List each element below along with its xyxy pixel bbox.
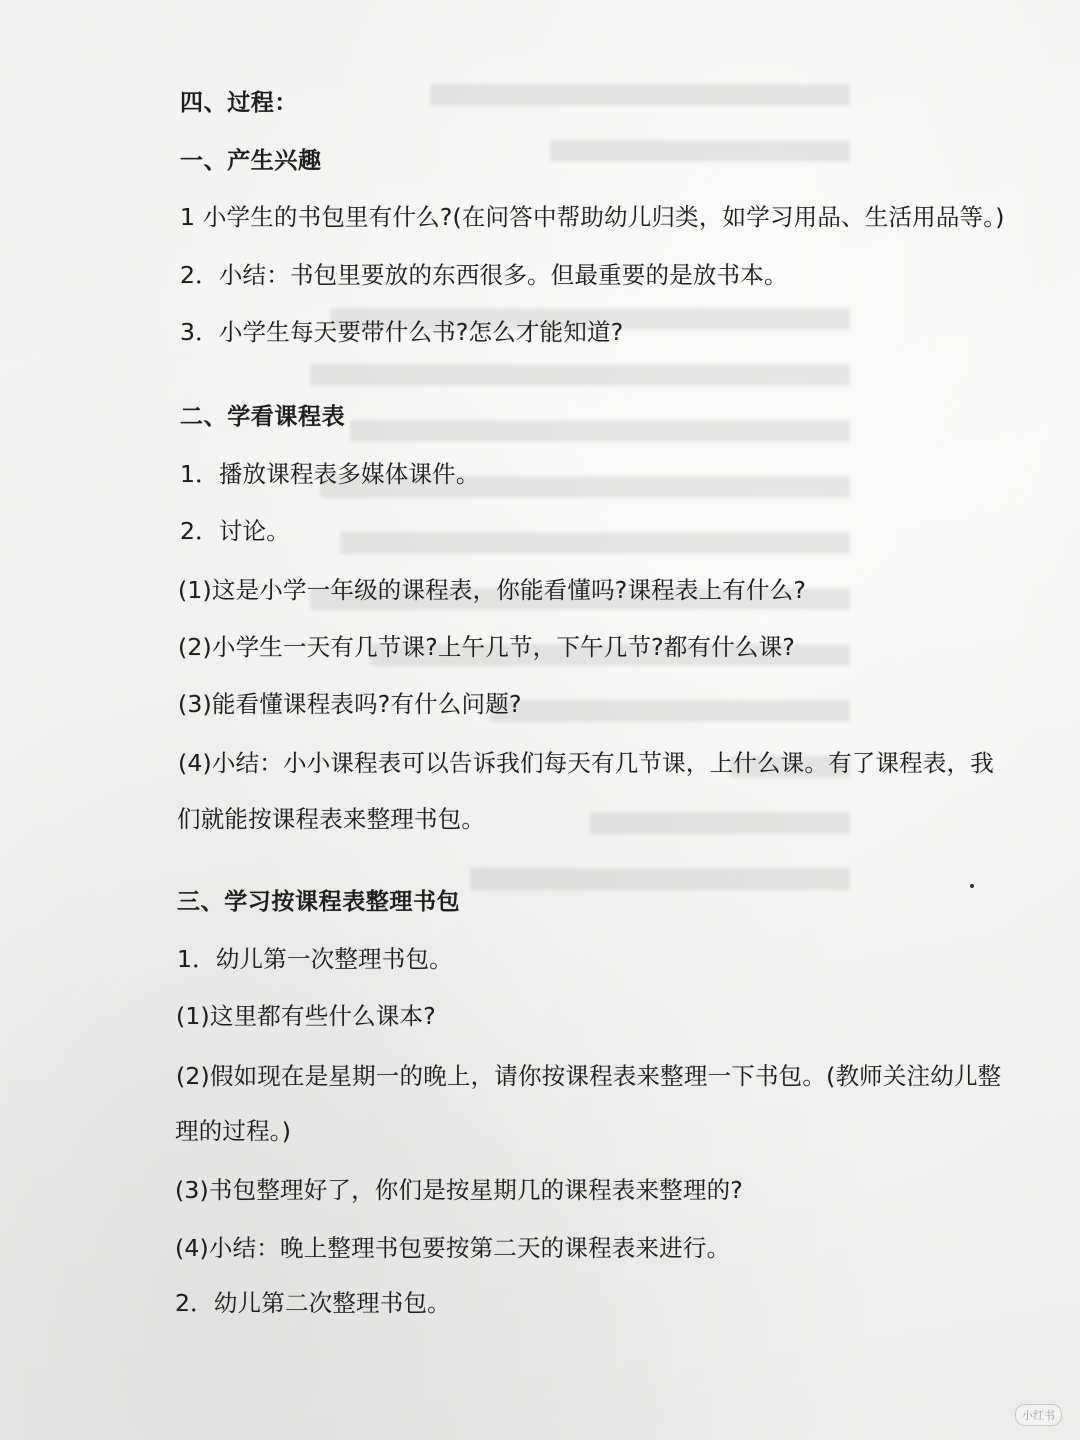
part1-item: 2．小结：书包里要放的东西很多。但最重要的是放书本。 — [180, 261, 788, 289]
part2-item: (1)这是小学一年级的课程表，你能看懂吗?课程表上有什么? — [178, 576, 807, 604]
part2-item: 们就能按课程表来整理书包。 — [177, 805, 486, 833]
part3-item: 1．幼儿第一次整理书包。 — [177, 945, 453, 973]
part3-heading: 三、学习按课程表整理书包 — [177, 889, 461, 915]
part3-item: 理的过程。) — [175, 1117, 292, 1145]
part3-item: (2)假如现在是星期一的晚上，请你按课程表来整理一下书包。(教师关注幼儿整 — [176, 1062, 1002, 1090]
ink-dot — [970, 884, 974, 888]
part2-item: (4)小结：小小课程表可以告诉我们每天有几节课，上什么课。有了课程表，我 — [178, 749, 994, 777]
watermark: 小红书 — [1015, 1404, 1062, 1426]
part1-item: 3．小学生每天要带什么书?怎么才能知道? — [180, 318, 624, 346]
part2-item: 1．播放课程表多媒体课件。 — [180, 460, 480, 488]
part3-item: (4)小结：晚上整理书包要按第二天的课程表来进行。 — [175, 1234, 731, 1262]
part2-heading: 二、学看课程表 — [180, 404, 346, 430]
section-title: 四、过程： — [180, 90, 298, 116]
part1-heading: 一、产生兴趣 — [180, 148, 322, 174]
part2-item: (3)能看懂课程表吗?有什么问题? — [178, 690, 522, 718]
part2-item: (2)小学生一天有几节课?上午几节，下午几节?都有什么课? — [178, 633, 796, 661]
part3-item: (3)书包整理好了，你们是按星期几的课程表来整理的? — [175, 1176, 743, 1204]
part3-item: (1)这里都有些什么课本? — [176, 1002, 436, 1030]
part1-item: 1 小学生的书包里有什么?(在问答中帮助幼儿归类，如学习用品、生活用品等。) — [180, 203, 1005, 231]
part3-item: 2．幼儿第二次整理书包。 — [175, 1289, 451, 1317]
part2-item: 2．讨论。 — [180, 517, 290, 545]
